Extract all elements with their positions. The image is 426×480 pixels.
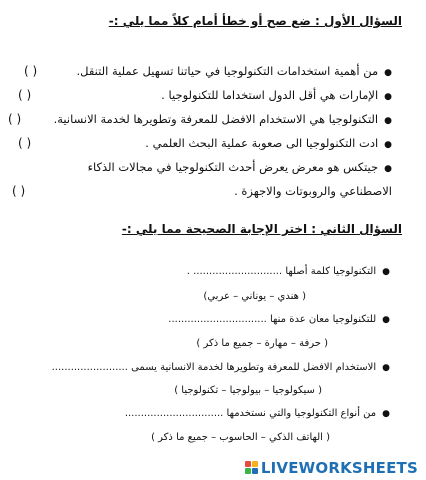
bullet-icon: ●	[384, 140, 392, 150]
section2-title: السؤال الثاني : اختر الإجابة الصحيحة مما يلي :-	[121, 222, 402, 236]
bullet-icon: ●	[384, 116, 392, 126]
bullet-icon: ●	[382, 315, 390, 325]
section1-title: السؤال الأول : ضع صح أو خطأ أمام كلاً مما يلي :-	[108, 14, 402, 28]
s1-answer-3[interactable]: ( )	[8, 112, 22, 126]
s2-options-2: ( حرفة – مهارة – جميع ما ذكر )	[196, 338, 328, 349]
s1-answer-5[interactable]: ( )	[12, 184, 26, 198]
s1-answer-2[interactable]: ( )	[18, 88, 32, 102]
s2-options-4: ( الهاتف الذكي – الحاسوب – جميع ما ذكر )	[151, 432, 330, 443]
s1-item-5-line2: الاصطناعي والروبوتات والاجهزة .	[234, 184, 392, 198]
liveworksheets-logo-icon	[245, 461, 259, 475]
s2-options-3: ( سيكولوجيا – بيولوجيا – تكنولوجيا )	[174, 385, 322, 396]
s2-item-2: ●للتكنولوجيا معان عدة منها ...............................	[168, 314, 390, 325]
s1-item-3: ●التكنولوجيا هي الاستخدام الافضل للمعرفة وتطويرها لخدمة الانسانية.	[53, 112, 392, 126]
s1-item-5: ●جيتكس هو معرض يعرض أحدث التكنولوجيا في مجالات الذكاء	[87, 160, 392, 174]
s2-item-3: ●الاستخدام الافضل للمعرفة وتطويرها لخدمة الانسانية يسمى ........................	[51, 362, 390, 373]
bullet-icon: ●	[382, 363, 390, 373]
s2-item-1: ●التكنولوجيا كلمة أصلها ............................ .	[186, 266, 390, 277]
s1-item-4: ●ادت التكنولوجيا الى صعوبة عملية البحث العلمي .	[145, 136, 392, 150]
bullet-icon: ●	[384, 92, 392, 102]
bullet-icon: ●	[384, 164, 392, 174]
s2-options-1: ( هندي – يوناني – عربي)	[203, 291, 306, 302]
bullet-icon: ●	[384, 68, 392, 78]
bullet-icon: ●	[382, 267, 390, 277]
s2-item-4: ●من أنواع التكنولوجيا والتي نستخدمها ...............................	[124, 408, 390, 419]
liveworksheets-logo	[245, 458, 418, 477]
s1-answer-4[interactable]: ( )	[18, 136, 32, 150]
s1-answer-1[interactable]: ( )	[24, 64, 38, 78]
s1-item-2: ●الإمارات هي أقل الدول استخداما للتكنولوجيا .	[161, 88, 392, 102]
s1-item-1: ●من أهمية استخدامات التكنولوجيا في حياتنا تسهيل عملية التنقل.	[76, 64, 392, 78]
liveworksheets-logo-text: LIVEWORKSHEETS	[260, 459, 418, 477]
bullet-icon: ●	[382, 409, 390, 419]
